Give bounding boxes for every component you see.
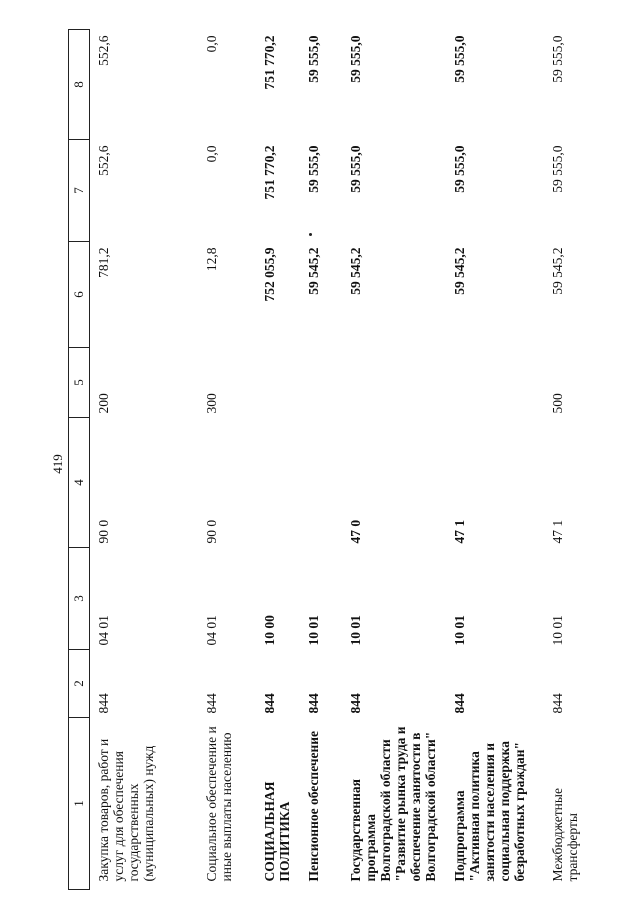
budget-code: 844 <box>549 693 565 714</box>
amount-year-2: 59 555,0 <box>305 145 321 193</box>
column-header: 3 <box>69 548 90 650</box>
amount-year-3: 0,0 <box>203 35 219 53</box>
row-name: Межбюджетные трансферты <box>549 788 580 882</box>
budget-code: 844 <box>451 693 467 714</box>
section-code: 04 01 <box>203 615 219 646</box>
expense-type <box>300 348 342 418</box>
program-code: 90 0 <box>96 519 111 544</box>
amount-year-3: 552,6 <box>96 35 111 66</box>
amount-year-1: 781,2 <box>96 247 111 278</box>
section-code: 10 01 <box>347 615 363 646</box>
amount-year-2: 59 555,0 <box>451 145 467 193</box>
column-header: 5 <box>69 348 90 418</box>
row-name: Государственная программа Волгоградской области "Развитие рынка труда и обеспечение занятости в Волгоградской области" <box>347 726 438 882</box>
program-code: 90 0 <box>203 519 219 544</box>
table-body <box>90 30 600 890</box>
table-row <box>300 30 342 890</box>
section-code: 10 01 <box>549 615 565 646</box>
budget-code: 844 <box>305 693 321 714</box>
section-code: 10 01 <box>451 615 467 646</box>
expense-type: 300 <box>203 393 219 414</box>
row-name: Пенсионное обеспечение <box>305 730 321 882</box>
table-row <box>544 30 600 890</box>
rotated-table-container <box>68 30 613 890</box>
column-header: 4 <box>69 418 90 548</box>
budget-code: 844 <box>347 693 363 714</box>
amount-year-2: 59 555,0 <box>549 145 565 193</box>
program-code <box>256 418 300 548</box>
expense-type <box>446 348 544 418</box>
expense-type <box>342 348 446 418</box>
row-name: Социальное обеспечение и иные выплаты населению <box>203 726 234 882</box>
amount-year-3: 751 770,2 <box>261 35 277 90</box>
budget-code: 844 <box>261 693 277 714</box>
amount-year-3: 59 555,0 <box>305 35 321 83</box>
table-row <box>446 30 544 890</box>
amount-year-2: 59 555,0 <box>347 145 363 193</box>
amount-year-2: 552,6 <box>96 145 111 176</box>
row-name: Подпрограмма "Активная политика занятости населения и социальная поддержка безработных граждан" <box>451 741 527 882</box>
program-code <box>300 418 342 548</box>
expense-type <box>256 348 300 418</box>
section-code: 10 00 <box>261 615 277 646</box>
amount-year-1: 59 545,2 <box>305 247 321 295</box>
table-row <box>256 30 300 890</box>
amount-year-3: 59 555,0 <box>451 35 467 83</box>
page-number: 419 <box>50 454 65 474</box>
section-code: 10 01 <box>305 615 321 646</box>
expense-type: 500 <box>549 393 565 414</box>
amount-year-1: 59 545,2 <box>451 247 467 295</box>
amount-year-2: 751 770,2 <box>261 145 277 200</box>
amount-year-2: 0,0 <box>203 145 219 163</box>
header-row <box>69 30 90 890</box>
amount-year-1: 12,8 <box>203 247 219 272</box>
amount-year-3: 59 555,0 <box>549 35 565 83</box>
program-code: 47 1 <box>549 519 565 544</box>
column-header: 1 <box>69 718 90 890</box>
row-name: СОЦИАЛЬНАЯ ПОЛИТИКА <box>261 781 292 882</box>
table-row <box>90 30 198 890</box>
column-header: 6 <box>69 242 90 348</box>
budget-table <box>68 29 600 890</box>
column-header: 2 <box>69 650 90 718</box>
amount-year-1: 59 545,2 <box>549 247 565 295</box>
expense-type: 200 <box>96 393 111 414</box>
table-row <box>198 30 256 890</box>
column-header: 7 <box>69 140 90 242</box>
amount-year-3: 59 555,0 <box>347 35 363 83</box>
row-name: Закупка товаров, работ и услуг для обеспечения государственных (муниципальных) нужд <box>96 738 156 882</box>
column-header: 8 <box>69 30 90 140</box>
program-code: 47 1 <box>451 519 467 544</box>
program-code: 47 0 <box>347 519 363 544</box>
table-row <box>342 30 446 890</box>
amount-year-1: 59 545,2 <box>347 247 363 295</box>
section-code: 04 01 <box>96 615 111 646</box>
budget-code: 844 <box>203 693 219 714</box>
budget-code: 844 <box>96 693 111 714</box>
amount-year-1: 752 055,9 <box>261 247 277 302</box>
